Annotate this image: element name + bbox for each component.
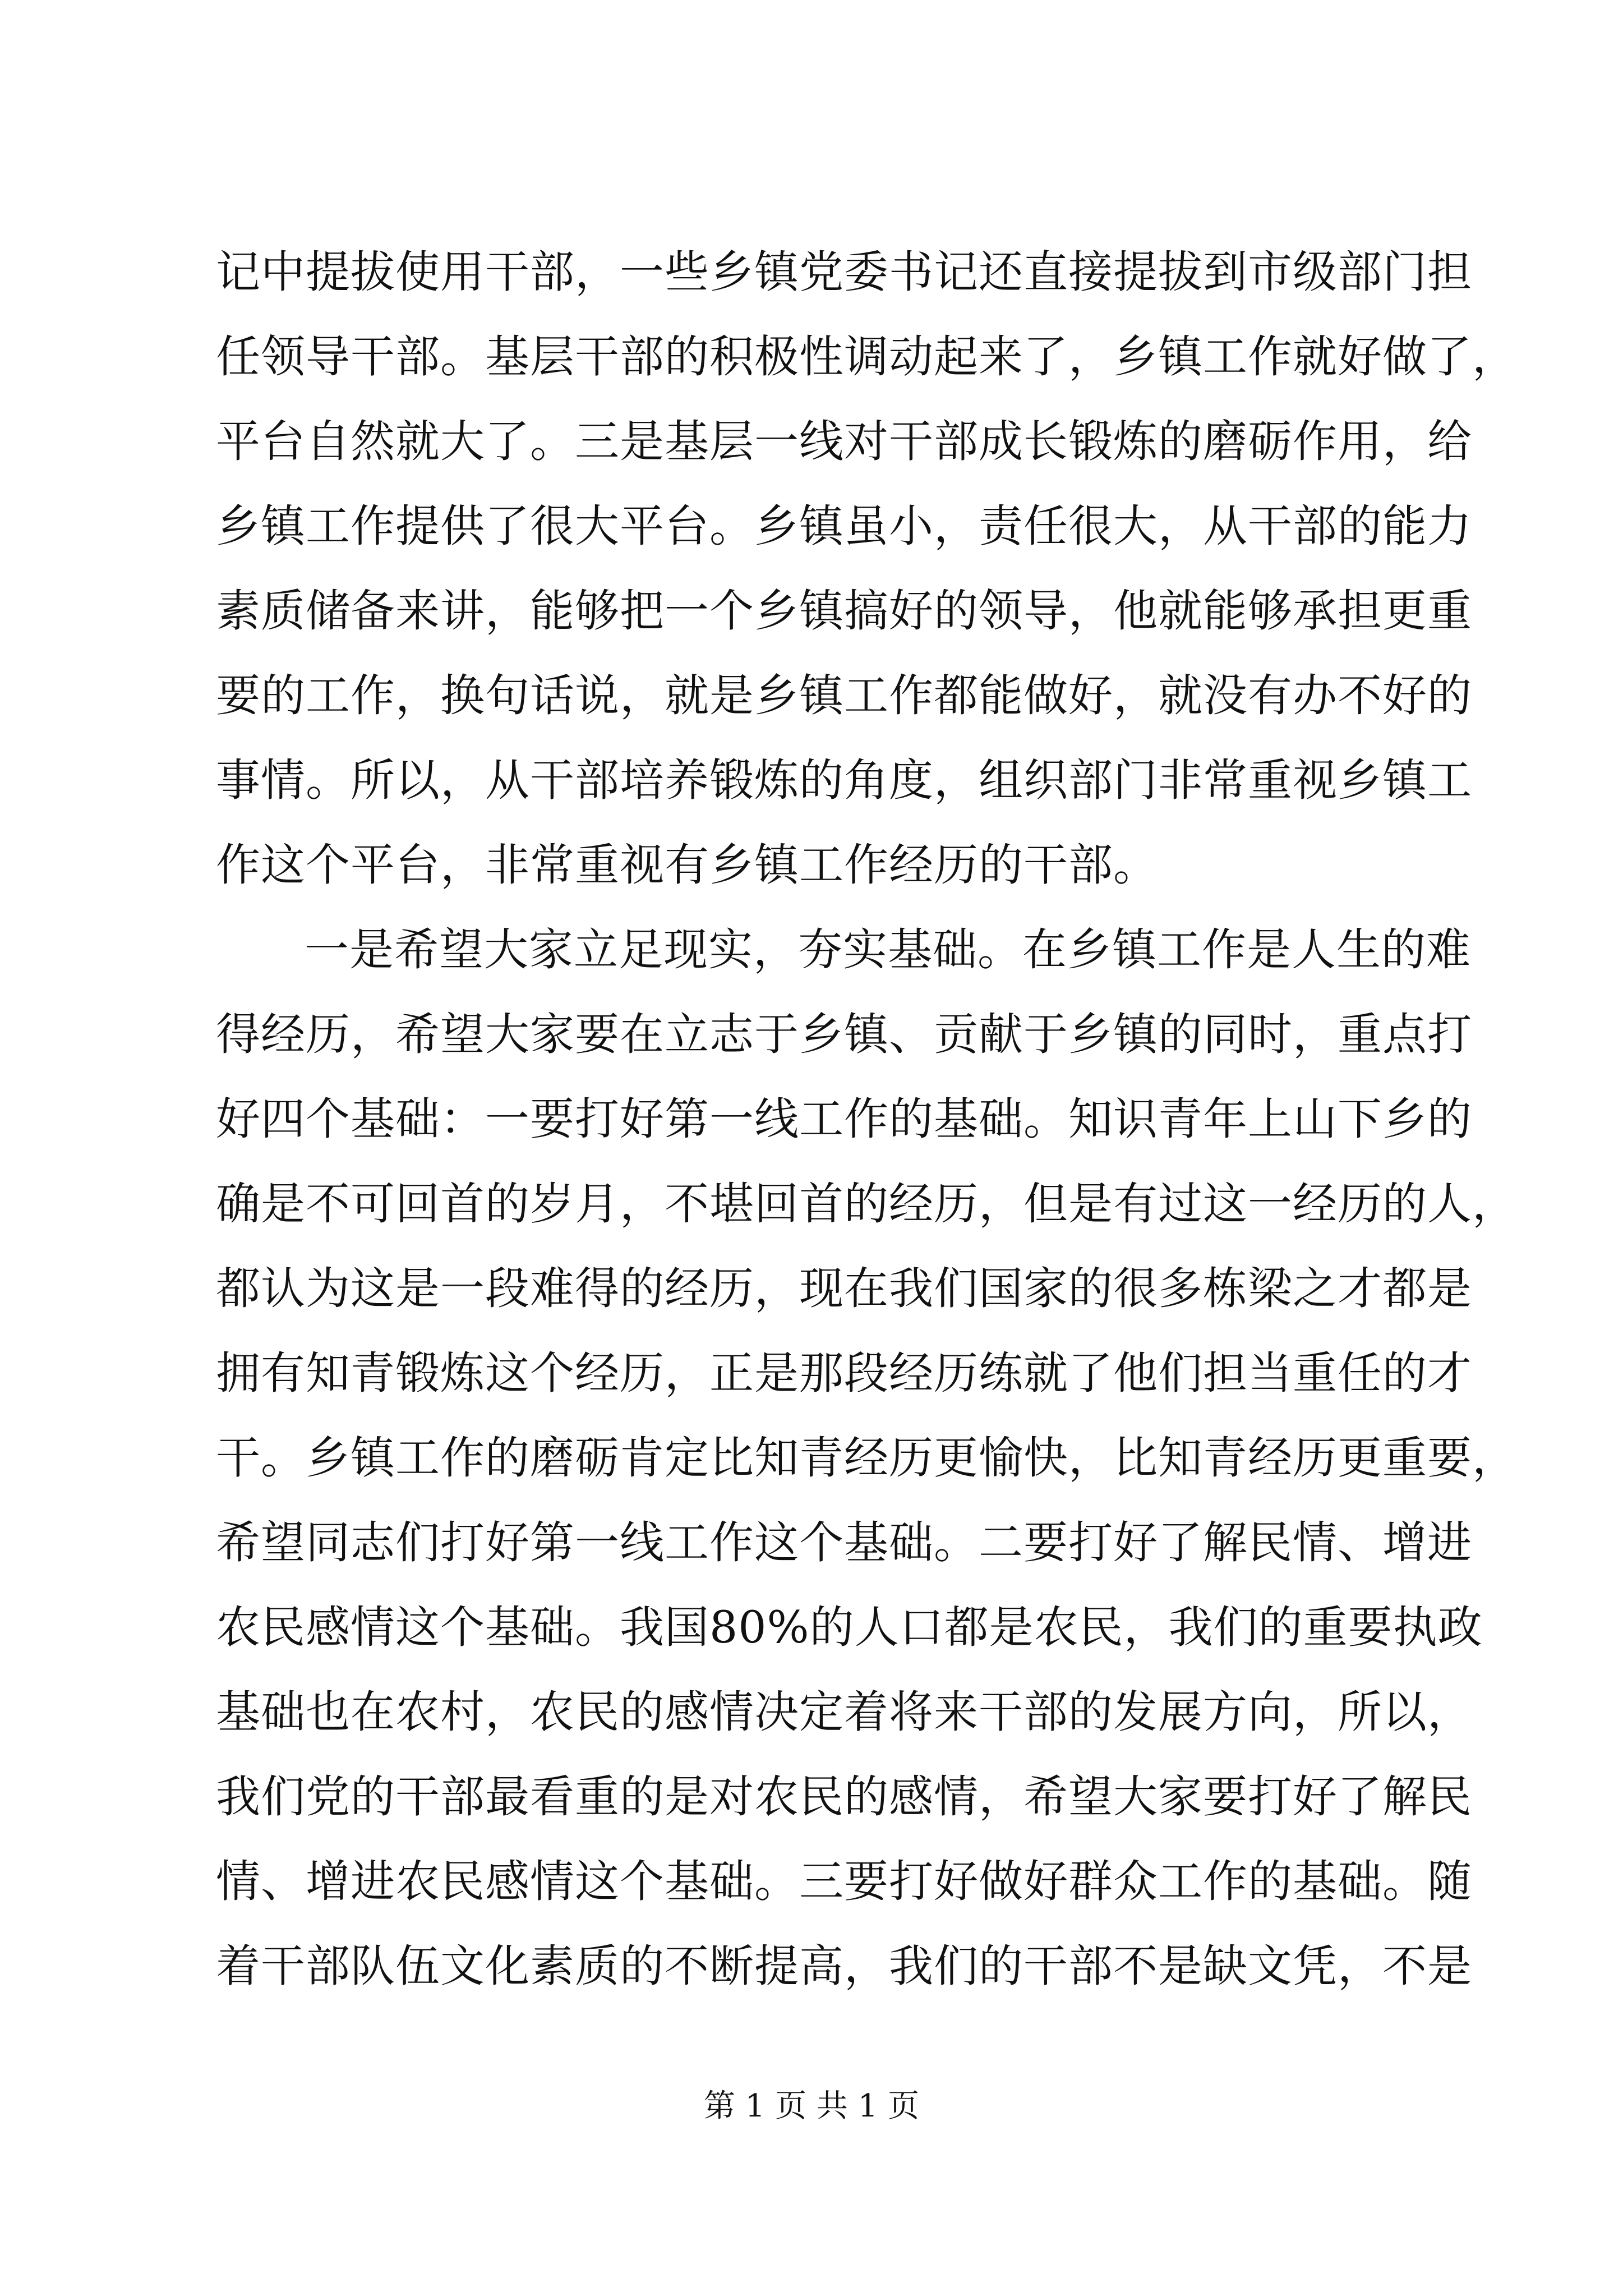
text-line: 拥有知青锻炼这个经历，正是那段经历练就了他们担当重任的才 [216, 1347, 1472, 1399]
text-line: 素质储备来讲，能够把一个乡镇搞好的领导，他就能够承担更重 [216, 585, 1472, 637]
paragraph-start-line: 一是希望大家立足现实，夯实基础。在乡镇工作是人生的难 [305, 924, 1471, 976]
text-line: 希望同志们打好第一线工作这个基础。二要打好了解民情、增进 [216, 1517, 1472, 1568]
text-line: 事情。所以，从干部培养锻炼的角度，组织部门非常重视乡镇工 [216, 754, 1472, 806]
text-line: 情、增进农民感情这个基础。三要打好做好群众工作的基础。随 [216, 1856, 1472, 1907]
text-line: 记中提拔使用干部，一些乡镇党委书记还直接提拔到市级部门担 [216, 246, 1472, 298]
text-line: 都认为这是一段难得的经历，现在我们国家的很多栋梁之才都是 [216, 1263, 1472, 1314]
text-line: 任领导干部。基层干部的积极性调动起来了，乡镇工作就好做了， [216, 331, 1517, 383]
text-line: 好四个基础：一要打好第一线工作的基础。知识青年上山下乡的 [216, 1093, 1472, 1145]
text-line: 平台自然就大了。三是基层一线对干部成长锻炼的磨砺作用，给 [216, 416, 1472, 467]
text-line: 基础也在农村，农民的感情决定着将来干部的发展方向，所以， [216, 1686, 1472, 1738]
text-line: 确是不可回首的岁月，不堪回首的经历，但是有过这一经历的人， [216, 1178, 1517, 1230]
text-line: 得经历，希望大家要在立志于乡镇、贡献于乡镇的同时，重点打 [216, 1009, 1472, 1060]
page-footer: 第 1 页 共 1 页 [703, 2088, 920, 2124]
text-line: 着干部队伍文化素质的不断提高，我们的干部不是缺文凭，不是 [216, 1940, 1472, 1992]
text-line: 我们党的干部最看重的是对农民的感情，希望大家要打好了解民 [216, 1771, 1472, 1823]
text-line: 农民感情这个基础。我国80%的人口都是农民，我们的重要执政 [216, 1602, 1483, 1653]
text-line: 乡镇工作提供了很大平台。乡镇虽小，责任很大，从干部的能力 [216, 500, 1472, 552]
text-line: 作这个平台，非常重视有乡镇工作经历的干部。 [216, 839, 1158, 891]
text-line: 干。乡镇工作的磨砺肯定比知青经历更愉快，比知青经历更重要， [216, 1432, 1517, 1484]
text-line: 要的工作，换句话说，就是乡镇工作都能做好，就没有办不好的 [216, 670, 1472, 721]
